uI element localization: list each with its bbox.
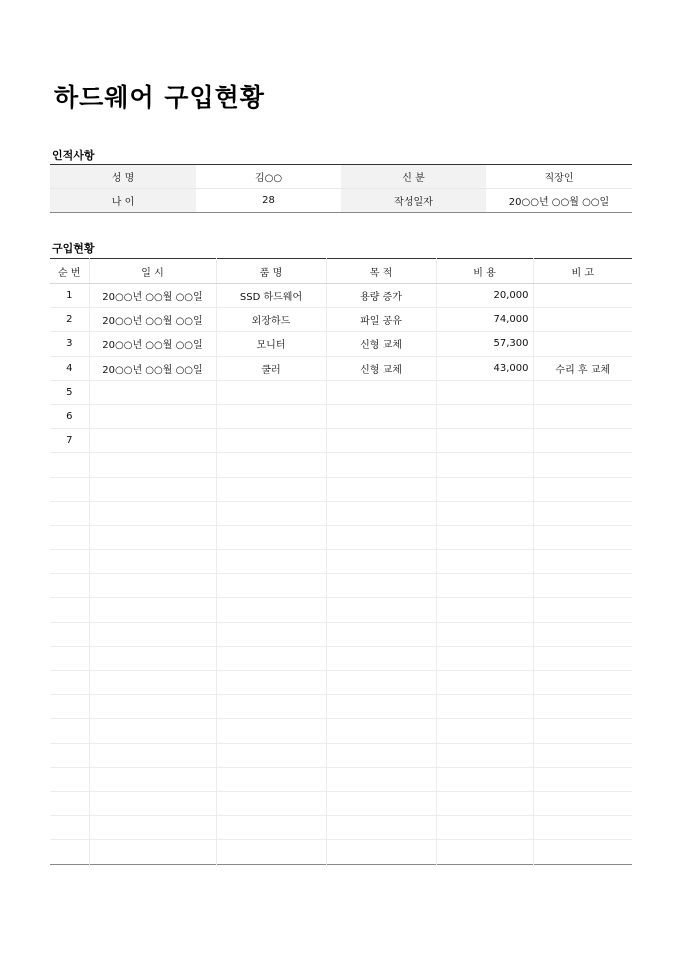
name-label: 성 명: [50, 165, 196, 189]
cell-date: 20○○년 ○○월 ○○일: [89, 284, 216, 308]
cell-cost: [436, 598, 533, 622]
cell-cost: [436, 550, 533, 574]
cell-number: [50, 622, 89, 646]
cell-purpose: [326, 743, 436, 767]
cell-cost: [436, 380, 533, 404]
table-row: [50, 622, 632, 646]
cell-cost: [436, 695, 533, 719]
cell-number: [50, 767, 89, 791]
table-row: [50, 308, 632, 332]
cell-date: [89, 550, 216, 574]
cell-date: [89, 404, 216, 428]
cell-item: [216, 598, 326, 622]
cell-note: [533, 380, 632, 404]
cell-item: 쿨러: [216, 356, 326, 380]
cell-number: [50, 791, 89, 815]
table-row: [50, 477, 632, 501]
table-row: [50, 695, 632, 719]
table-row: [50, 429, 632, 453]
cell-item: [216, 453, 326, 477]
cell-note: [533, 816, 632, 840]
cell-purpose: [326, 695, 436, 719]
cell-item: [216, 767, 326, 791]
header-purpose: 목 적: [326, 259, 436, 284]
cell-purpose: [326, 719, 436, 743]
cell-purpose: [326, 404, 436, 428]
cell-item: 모니터: [216, 332, 326, 356]
cell-item: [216, 622, 326, 646]
cell-note: [533, 477, 632, 501]
cell-cost: [436, 791, 533, 815]
cell-number: [50, 598, 89, 622]
table-row: [50, 404, 632, 428]
cell-number: [50, 719, 89, 743]
table-row: [50, 574, 632, 598]
purchase-header-row: [50, 259, 632, 284]
status-value: 직장인: [486, 165, 632, 189]
cell-note: [533, 501, 632, 525]
cell-note: [533, 308, 632, 332]
age-value: 28: [262, 195, 275, 206]
cell-date: [89, 791, 216, 815]
cell-cost: [436, 404, 533, 428]
cell-purpose: [326, 622, 436, 646]
cell-cost: [436, 574, 533, 598]
cell-note: [533, 671, 632, 695]
cell-item: [216, 477, 326, 501]
header-note: 비 고: [533, 259, 632, 284]
cell-purpose: [326, 767, 436, 791]
cell-note: 수리 후 교체: [533, 356, 632, 380]
header-number: 순 번: [50, 259, 89, 284]
cell-note: [533, 429, 632, 453]
cell-note: [533, 622, 632, 646]
cell-item: [216, 574, 326, 598]
cell-number: [50, 550, 89, 574]
purchase-section-label: 구입현황: [52, 242, 95, 255]
cell-item: [216, 525, 326, 549]
header-date: 일 시: [89, 259, 216, 284]
table-row: [50, 356, 632, 380]
cell-date: [89, 719, 216, 743]
personal-row: [50, 189, 632, 213]
cell-item: [216, 743, 326, 767]
cell-cost: [436, 501, 533, 525]
cell-cost: [436, 429, 533, 453]
cell-number: 7: [50, 429, 89, 453]
cell-purpose: [326, 574, 436, 598]
cell-number: 4: [50, 356, 89, 380]
cell-item: [216, 816, 326, 840]
cell-number: [50, 840, 89, 864]
cell-date: [89, 598, 216, 622]
cell-note: [533, 550, 632, 574]
cell-number: [50, 501, 89, 525]
cell-purpose: 파일 공유: [326, 308, 436, 332]
cell-cost: 57,300: [436, 332, 533, 356]
cell-cost: 20,000: [436, 284, 533, 308]
cell-note: [533, 695, 632, 719]
cell-note: [533, 646, 632, 670]
age-label: 나 이: [50, 189, 196, 213]
cell-item: [216, 380, 326, 404]
cell-purpose: [326, 429, 436, 453]
cell-date: [89, 429, 216, 453]
cell-note: [533, 767, 632, 791]
cell-date: [89, 695, 216, 719]
cell-item: [216, 695, 326, 719]
date-written-value: 20○○년 ○○월 ○○일: [508, 197, 610, 208]
cell-cost: [436, 525, 533, 549]
table-row: [50, 453, 632, 477]
cell-purpose: [326, 671, 436, 695]
page-title: 하드웨어 구입현황: [54, 83, 265, 112]
cell-date: [89, 816, 216, 840]
cell-note: [533, 332, 632, 356]
cell-date: [89, 477, 216, 501]
cell-note: [533, 404, 632, 428]
cell-item: [216, 671, 326, 695]
cell-purpose: [326, 453, 436, 477]
personal-info-table: [50, 164, 632, 213]
cell-cost: 74,000: [436, 308, 533, 332]
cell-note: [533, 574, 632, 598]
cell-date: 20○○년 ○○월 ○○일: [89, 332, 216, 356]
cell-number: 5: [50, 380, 89, 404]
cell-date: [89, 453, 216, 477]
cell-number: 3: [50, 332, 89, 356]
cell-note: [533, 743, 632, 767]
cell-date: [89, 840, 216, 864]
table-row: [50, 816, 632, 840]
cell-number: [50, 646, 89, 670]
table-row: [50, 525, 632, 549]
cell-date: [89, 671, 216, 695]
cell-purpose: [326, 380, 436, 404]
cell-note: [533, 719, 632, 743]
cell-number: [50, 671, 89, 695]
cell-purpose: [326, 501, 436, 525]
table-row: [50, 380, 632, 404]
table-row: [50, 550, 632, 574]
cell-purpose: 신형 교체: [326, 356, 436, 380]
cell-note: [533, 840, 632, 864]
cell-cost: [436, 816, 533, 840]
cell-note: [533, 525, 632, 549]
cell-note: [533, 284, 632, 308]
cell-purpose: [326, 791, 436, 815]
purchase-table: [50, 258, 632, 865]
cell-purpose: [326, 646, 436, 670]
cell-cost: [436, 743, 533, 767]
header-item: 품 명: [216, 259, 326, 284]
cell-purpose: [326, 550, 436, 574]
cell-number: [50, 816, 89, 840]
table-row: [50, 598, 632, 622]
cell-number: 2: [50, 308, 89, 332]
cell-cost: [436, 622, 533, 646]
cell-number: 6: [50, 404, 89, 428]
cell-item: [216, 404, 326, 428]
cell-number: [50, 574, 89, 598]
cell-purpose: [326, 840, 436, 864]
cell-note: [533, 598, 632, 622]
cell-date: [89, 380, 216, 404]
table-row: [50, 332, 632, 356]
cell-purpose: [326, 598, 436, 622]
table-row: [50, 743, 632, 767]
cell-date: [89, 501, 216, 525]
personal-section-label: 인적사항: [52, 149, 95, 162]
cell-number: [50, 525, 89, 549]
cell-cost: [436, 453, 533, 477]
cell-number: [50, 695, 89, 719]
header-cost: 비 용: [436, 259, 533, 284]
cell-note: [533, 453, 632, 477]
cell-item: 외장하드: [216, 308, 326, 332]
cell-item: [216, 791, 326, 815]
cell-note: [533, 791, 632, 815]
date-written-label: 작성일자: [341, 189, 486, 213]
status-label: 신 분: [341, 165, 486, 189]
personal-row: [50, 165, 632, 189]
cell-date: [89, 767, 216, 791]
cell-purpose: [326, 525, 436, 549]
table-row: [50, 671, 632, 695]
cell-number: [50, 453, 89, 477]
table-row: [50, 719, 632, 743]
table-row: [50, 767, 632, 791]
cell-item: [216, 550, 326, 574]
cell-date: [89, 525, 216, 549]
cell-purpose: 신형 교체: [326, 332, 436, 356]
cell-purpose: 용량 증가: [326, 284, 436, 308]
cell-item: [216, 840, 326, 864]
cell-cost: 43,000: [436, 356, 533, 380]
cell-date: [89, 743, 216, 767]
cell-cost: [436, 671, 533, 695]
cell-cost: [436, 477, 533, 501]
table-row: [50, 284, 632, 308]
cell-purpose: [326, 816, 436, 840]
cell-date: [89, 622, 216, 646]
cell-item: [216, 719, 326, 743]
cell-date: 20○○년 ○○월 ○○일: [89, 308, 216, 332]
cell-item: SSD 하드웨어: [216, 284, 326, 308]
table-row: [50, 646, 632, 670]
cell-item: [216, 501, 326, 525]
cell-purpose: [326, 477, 436, 501]
cell-cost: [436, 840, 533, 864]
name-value: 김○○: [196, 165, 341, 189]
cell-item: [216, 429, 326, 453]
cell-number: [50, 477, 89, 501]
table-row: [50, 791, 632, 815]
cell-item: [216, 646, 326, 670]
table-row: [50, 501, 632, 525]
cell-date: 20○○년 ○○월 ○○일: [89, 356, 216, 380]
cell-cost: [436, 646, 533, 670]
cell-date: [89, 646, 216, 670]
cell-number: [50, 743, 89, 767]
cell-cost: [436, 767, 533, 791]
cell-date: [89, 574, 216, 598]
cell-number: 1: [50, 284, 89, 308]
table-row: [50, 840, 632, 864]
cell-cost: [436, 719, 533, 743]
